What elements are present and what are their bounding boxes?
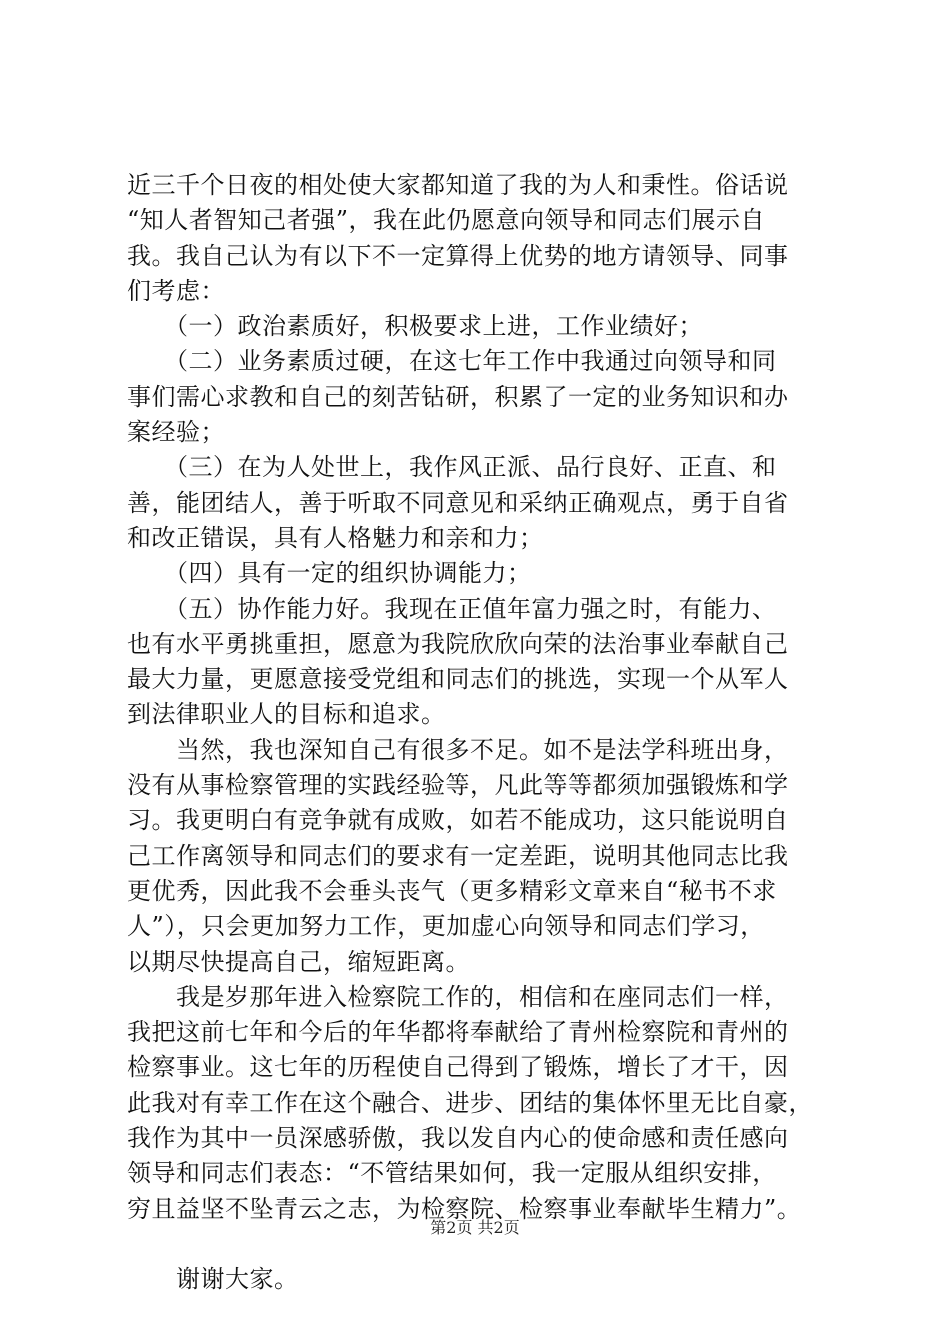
page-number: 第2页 共2页 — [430, 1218, 520, 1237]
body-line: 穷且益坚不坠青云之志，为检察院、检察事业奉献毕生精力”。 — [127, 1194, 802, 1223]
body-line: 当然，我也深知自己有很多不足。如不是法学科班出身， — [127, 735, 789, 764]
body-line: （四）具有一定的组织协调能力； — [127, 559, 532, 588]
body-line: 更优秀，因此我不会垂头丧气（更多精彩文章来自“秘书不求 — [127, 876, 777, 905]
body-line: （二）业务素质过硬，在这七年工作中我通过向领导和同 — [127, 347, 777, 376]
document-body — [127, 168, 837, 1298]
body-line: （五）协作能力好。我现在正值年富力强之时，有能力、 — [127, 594, 777, 623]
body-line: 己工作离领导和同志们的要求有一定差距，说明其他同志比我 — [127, 841, 789, 870]
body-line: 检察事业。这七年的历程使自己得到了锻炼，增长了才干，因 — [127, 1053, 789, 1082]
body-line: 和改正错误，具有人格魅力和亲和力； — [127, 523, 544, 552]
body-line: 我。我自己认为有以下不一定算得上优势的地方请领导、同事 — [127, 241, 789, 270]
body-line: 善，能团结人，善于听取不同意见和采纳正确观点，勇于自省 — [127, 488, 789, 517]
body-line: 我是岁那年进入检察院工作的，相信和在座同志们一样， — [127, 982, 789, 1011]
body-line: 事们需心求教和自己的刻苦钻研，积累了一定的业务知识和办 — [127, 382, 789, 411]
body-line: 我作为其中一员深感骄傲，我以发自内心的使命感和责任感向 — [127, 1124, 789, 1153]
body-line: “知人者智知己者强”，我在此仍愿意向领导和同志们展示自 — [127, 206, 766, 235]
body-line: 习。我更明白有竞争就有成败，如若不能成功，这只能说明自 — [127, 806, 789, 835]
page-footer — [0, 1215, 950, 1238]
body-line: 人”），只会更加努力工作，更加虚心向领导和同志们学习， — [127, 912, 765, 941]
closing-line: 谢谢大家。 — [127, 1265, 299, 1294]
body-line: 到法律职业人的目标和追求。 — [127, 700, 446, 729]
body-line: 我把这前七年和今后的年华都将奉献给了青州检察院和青州的 — [127, 1018, 789, 1047]
body-line: 最大力量，更愿意接受党组和同志们的挑选，实现一个从军人 — [127, 665, 789, 694]
body-line: 们考虑： — [127, 276, 225, 305]
body-line: 近三千个日夜的相处使大家都知道了我的为人和秉性。俗话说 — [127, 171, 789, 199]
body-line: 没有从事检察管理的实践经验等，凡此等等都须加强锻炼和学 — [127, 771, 789, 800]
body-line: 以期尽快提高自己，缩短距离。 — [127, 947, 470, 976]
body-line: 案经验； — [127, 418, 225, 447]
body-line: （三）在为人处世上，我作风正派、品行良好、正直、和 — [127, 453, 777, 482]
body-line: 领导和同志们表态：“不管结果如何，我一定服从组织安排， — [127, 1159, 777, 1188]
body-line: 也有水平勇挑重担，愿意为我院欣欣向荣的法治事业奉献自己 — [127, 629, 789, 658]
body-line: 此我对有幸工作在这个融合、进步、团结的集体怀里无比自豪， — [127, 1088, 813, 1117]
body-line: （一）政治素质好，积极要求上进，工作业绩好； — [127, 312, 703, 341]
